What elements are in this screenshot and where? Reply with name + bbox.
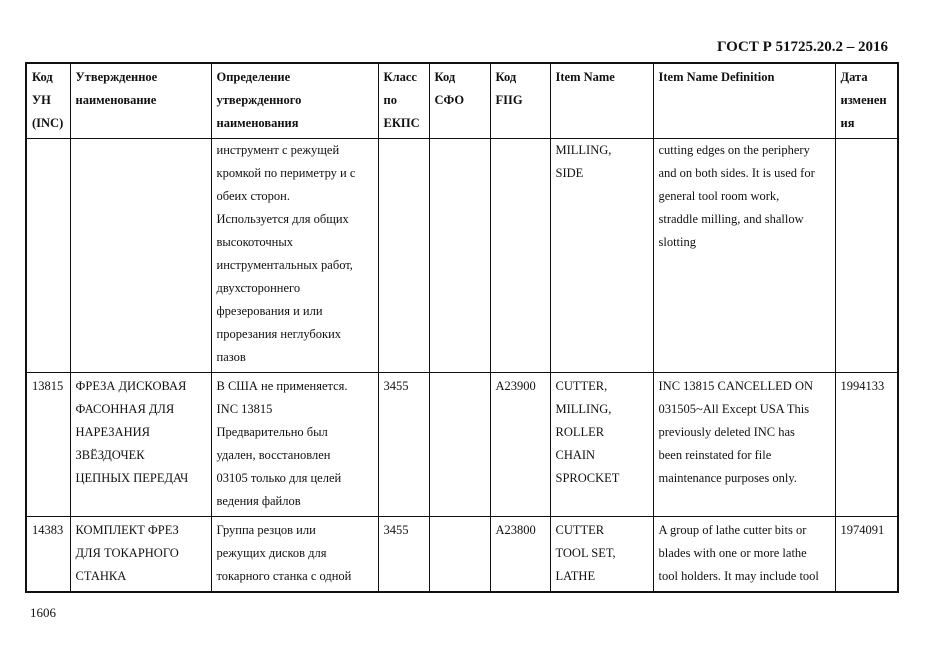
cell-inc: 14383 xyxy=(26,517,70,593)
cell-definition: инструмент с режущей кромкой по периметру и с обеих сторон. Используется для общих высокоточных инструментальных работ, двухстороннего фрезерования и или прорезания неглубоких пазов xyxy=(211,139,378,373)
table-row xyxy=(26,373,898,517)
header-change-date: Дата изменен ия xyxy=(835,63,898,139)
cell-approved-name: ФРЕЗА ДИСКОВАЯ ФАСОННАЯ ДЛЯ НАРЕЗАНИЯ ЗВЁЗДОЧЕК ЦЕПНЫХ ПЕРЕДАЧ xyxy=(70,373,211,517)
cell-item-name: MILLING, SIDE xyxy=(550,139,653,373)
cell-class: 3455 xyxy=(378,517,429,593)
cell-inc: 13815 xyxy=(26,373,70,517)
cell-fiig: A23800 xyxy=(490,517,550,593)
cell-fiig xyxy=(490,139,550,373)
header-sfo-code: Код СФО xyxy=(429,63,490,139)
cell-definition: Группа резцов или режущих дисков для токарного станка с одной xyxy=(211,517,378,593)
cell-item-name: CUTTER, MILLING, ROLLER CHAIN SPROCKET xyxy=(550,373,653,517)
cell-inc xyxy=(26,139,70,373)
cell-date xyxy=(835,139,898,373)
item-name-table xyxy=(25,62,899,593)
cell-item-definition: A group of lathe cutter bits or blades with one or more lathe tool holders. It may include tool xyxy=(653,517,835,593)
table-row xyxy=(26,139,898,373)
cell-item-name: CUTTER TOOL SET, LATHE xyxy=(550,517,653,593)
cell-definition: В США не применяется. INC 13815 Предварительно был удален, восстановлен 03105 только для целей ведения файлов xyxy=(211,373,378,517)
header-row xyxy=(26,63,898,139)
cell-class: 3455 xyxy=(378,373,429,517)
table-row xyxy=(26,517,898,593)
header-fiig-code: Код FIIG xyxy=(490,63,550,139)
cell-item-definition: cutting edges on the periphery and on both sides. It is used for general tool room work, straddle milling, and shallow slotting xyxy=(653,139,835,373)
header-approved-name: Утвержденное наименование xyxy=(70,63,211,139)
cell-approved-name: КОМПЛЕКТ ФРЕЗ ДЛЯ ТОКАРНОГО СТАНКА xyxy=(70,517,211,593)
header-item-name: Item Name xyxy=(550,63,653,139)
header-name-definition: Определение утвержденного наименования xyxy=(211,63,378,139)
cell-approved-name xyxy=(70,139,211,373)
cell-class xyxy=(378,139,429,373)
cell-date: 1974091 xyxy=(835,517,898,593)
cell-sfo xyxy=(429,139,490,373)
header-inc-code: Код УН (INC) xyxy=(26,63,70,139)
page-number: 1606 xyxy=(30,605,56,620)
header-class: Класс по ЕКПС xyxy=(378,63,429,139)
cell-sfo xyxy=(429,373,490,517)
cell-fiig: A23900 xyxy=(490,373,550,517)
cell-item-definition: INC 13815 CANCELLED ON 031505~All Except USA This previously deleted INC has been reinstated for file maintenance purposes only. xyxy=(653,373,835,517)
cell-date: 1994133 xyxy=(835,373,898,517)
document-title: ГОСТ Р 51725.20.2 – 2016 xyxy=(716,39,888,55)
cell-sfo xyxy=(429,517,490,593)
header-item-name-definition: Item Name Definition xyxy=(653,63,835,139)
